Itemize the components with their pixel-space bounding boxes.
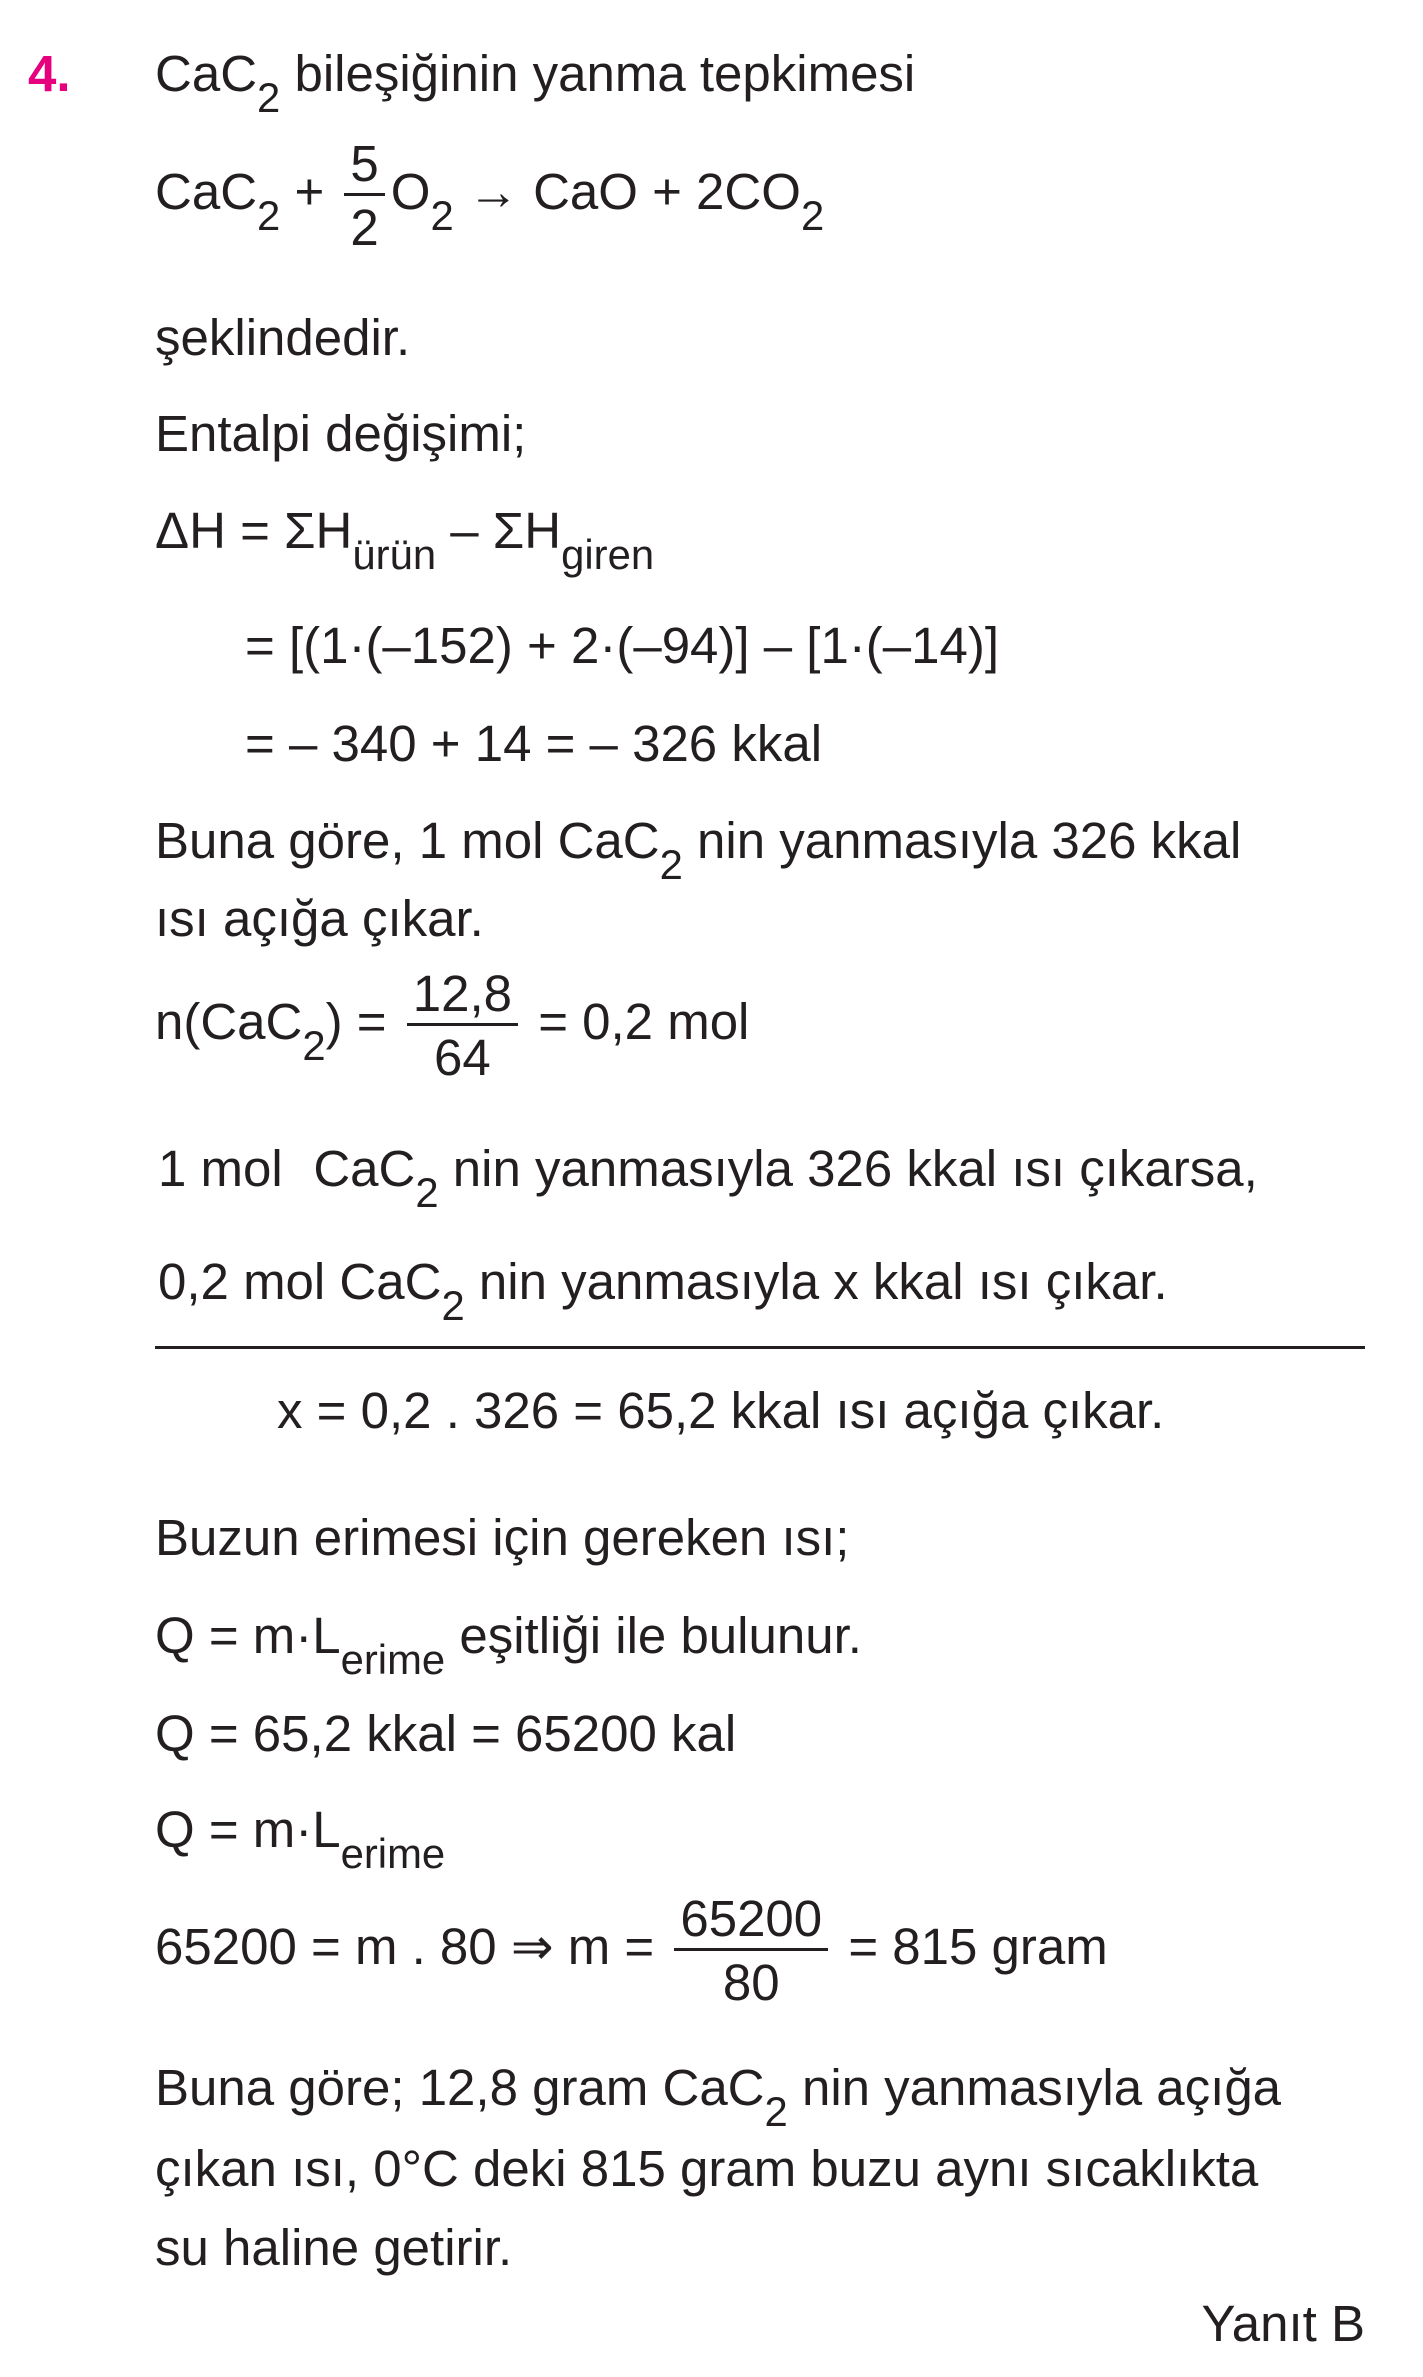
mass-equation	[155, 1890, 1108, 2011]
text-line: Buzun erimesi için gereken ısı;	[155, 1509, 850, 1566]
subscript: erime	[340, 1635, 446, 1683]
intro-text: bileşiğinin yanma tepkimesi	[280, 45, 916, 102]
text-part: Buna göre; 12,8 gram CaC	[155, 2059, 765, 2116]
mole-equation	[155, 965, 750, 1086]
text-part: CaC	[313, 1140, 416, 1197]
text-line: ısı açığa çıkar.	[155, 890, 484, 947]
fraction-denominator: 2	[350, 199, 379, 256]
conclusion-line-3: su haline getirir.	[155, 2219, 513, 2276]
text-part: 0,2 mol CaC	[158, 1253, 442, 1310]
formula-part: Q = m·L	[155, 1607, 341, 1664]
fraction-numerator: 12,8	[412, 965, 513, 1022]
x-result: x = 0,2 . 326 = 65,2 kkal ısı açığa çıkar.	[277, 1382, 1165, 1439]
proportion-divider	[155, 1346, 1365, 1349]
text-part: nin yanmasıyla x kkal ısı çıkar.	[464, 1253, 1168, 1310]
reaction-equation	[155, 135, 825, 256]
subscript: 2	[800, 191, 825, 239]
conclusion-line-1	[155, 2059, 1282, 2135]
formula-part: ΔH = ΣH	[155, 502, 353, 559]
subscript: 2	[302, 1021, 326, 1069]
formula-part: 65200 = m . 80 ⇒ m =	[155, 1917, 655, 1975]
formula-cac2: CaC	[155, 45, 258, 102]
subscript: 2	[764, 2087, 788, 2135]
formula-part: = 0,2 mol	[538, 992, 750, 1050]
enthalpy-formula	[155, 502, 655, 578]
subscript: 2	[257, 191, 281, 239]
formula-part: ) =	[325, 992, 387, 1050]
enthalpy-calc-2: = – 340 + 14 = – 326 kkal	[245, 715, 823, 772]
formula-part: n(CaC	[155, 992, 303, 1050]
text-line: Entalpi değişimi;	[155, 405, 527, 462]
subscript: 2	[659, 840, 683, 888]
subscript: 2	[415, 1168, 439, 1216]
reaction-term: CaC	[155, 162, 258, 220]
answer-label: Yanıt B	[1201, 2295, 1365, 2352]
formula-part: – ΣH	[436, 502, 562, 559]
enthalpy-calc-1: = [(1·(–152) + 2·(–94)] – [1·(–14)]	[245, 617, 1000, 674]
intro-line	[155, 45, 916, 121]
subscript: ürün	[352, 530, 437, 578]
fraction-numerator: 65200	[680, 1890, 823, 1947]
subscript: 2	[430, 191, 454, 239]
fraction-12-8-64	[407, 965, 518, 1086]
text-line	[155, 812, 1242, 888]
text-part: eşitliği ile bulunur.	[445, 1607, 862, 1664]
subscript: giren	[561, 530, 655, 578]
reaction-products: → CaO + 2CO	[453, 162, 801, 220]
subscript: 2	[441, 1281, 465, 1329]
text-part: nin yanmasıyla 326 kkal ısı çıkarsa,	[438, 1140, 1258, 1197]
conclusion-line-2: çıkan ısı, 0°C deki 815 gram buzu aynı sıcaklıkta	[155, 2140, 1259, 2197]
heat-formula-3	[155, 1801, 446, 1877]
subscript: erime	[340, 1829, 446, 1877]
text-part: nin yanmasıyla 326 kkal	[682, 812, 1242, 869]
subscript: 2	[257, 73, 281, 121]
formula-part: = 815 gram	[848, 1917, 1108, 1975]
formula-part: Q = m·L	[155, 1801, 341, 1858]
heat-formula-2: Q = 65,2 kkal = 65200 kal	[155, 1705, 737, 1762]
text-line: şeklindedir.	[155, 309, 411, 366]
proportion-line-2	[158, 1253, 1168, 1329]
fraction-denominator: 80	[722, 1954, 780, 2011]
question-number: 4.	[28, 45, 71, 102]
text-part: Buna göre, 1 mol CaC	[155, 812, 660, 869]
fraction-denominator: 64	[434, 1029, 491, 1086]
fraction-65200-80	[674, 1890, 828, 2011]
reaction-plus: +	[280, 162, 325, 220]
text-part: nin yanmasıyla açığa	[787, 2059, 1282, 2116]
proportion-line-1	[158, 1140, 1258, 1216]
fraction-numerator: 5	[350, 135, 379, 192]
reaction-term: O	[390, 162, 431, 220]
fraction-5-2	[344, 135, 384, 256]
text-part: 1 mol	[158, 1140, 283, 1197]
heat-formula-1	[155, 1607, 862, 1683]
